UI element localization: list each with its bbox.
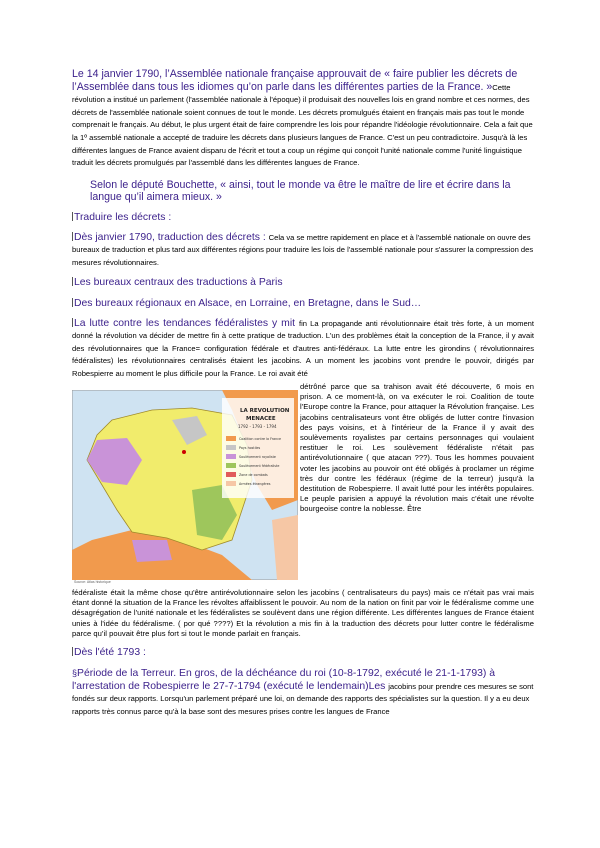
legend-label-1: Pays hostiles: [239, 446, 261, 451]
document-page: [72, 68, 534, 718]
section-mark-icon: §: [72, 668, 78, 679]
legend-swatch-federalist: [226, 463, 236, 468]
legend-label-0: Coalition contre la France: [239, 437, 282, 442]
section-traduire: Traduire les décrets :: [74, 211, 172, 223]
legend-swatch-hostile: [226, 445, 236, 450]
map-side-column: [300, 382, 534, 515]
section-bureaux-paris: Les bureaux centraux des traductions à Paris: [74, 277, 283, 289]
section-terreur: §Période de la Terreur. En gros, de la déchéance du roi (10-8-1792, exécuté le 21-1-1793) à l'arrestation de Robespierre le 27-7-1794 (exécuté le lendemain)Les jacobins pour prendre ces mesures se sont fondés sur deux rapports. Lorsqu'un parlement préparé une loi, on demande des rapports des spécialistes sur la question. Il y a eu deux rapports très connus parce qu'à la base sont des mesures prises contre les langues de France: [72, 668, 534, 716]
intro-heading: Le 14 janvier 1790, l’Assemblée nationale française approuvait de « faire publier les décrets de l’Assemblée dans tous les idiomes qu’on parle dans les différentes parties de la France. »Cette révolution a institué un parlement (l'assemblée nationale à l'époque) il produisait des nouvelles lois en grand nombre et ces normes, des décrets de l'assemblée nationale soient connues de tout le monde. Les décrets promulgués étaient en français mais pas tout le monde comprenait le français. Au début, le plus urgent était de faire comprendre les lois pour répandre l'idéologie révolutionnaire. Cela a fait que la 1º assemblé nationale a accepté de traduire les décrets dans plusieurs langues de France. C'est un peu contradictoire. Jusqu'à là les différentes langues de France avaient disparu de l'écrit et tout a coup un régime qui conçoit l'unité nationale comme l'unité linguistique traduit les décrets promulgués par l'assemblé dans les différentes langues de France.: [72, 68, 533, 168]
section-bureaux-regionaux: Des bureaux régionaux en Alsace, en Lorraine, en Bretagne, dans le Sud…: [74, 297, 422, 309]
map-caption: Source: Atlas historique: [74, 580, 111, 585]
map-figure-block: [72, 382, 534, 588]
legend-label-2: Soulèvement royaliste: [239, 455, 276, 460]
section-lutte: La lutte contre les tendances fédéralistes y mit fin La propagande anti révolutionnaire était très forte, à un moment donné la révolution va décider de mettre fin à cette pratique de traduction. L'un des problèmes était la conception de la France, il y avait des révolutionnaires que la France= configuration fédérale et d'autres anti-fédéraux. La lutte entre les girondins ( révolutionnaires fédéralistes) les révolutionnaires centralisés étaient les jacobins. A un moment les jacobins vont prendre le pouvoir, dirigés par Robespierre au moment le plus difficile pour la France. Le roi avait été: [72, 318, 535, 378]
legend-swatch-combat: [226, 472, 236, 477]
map-title-line3: 1792 - 1793 - 1794: [238, 424, 277, 430]
section-1790-text: Cela va se mettre rapidement en place et à l'assemblé nationale on ouvre des bureaux de traduction et plus tard aux différentes régions pour traduire les lois de l'assemblé nationale pour s'assurer la compression des mesures révolutionnaires.: [72, 232, 534, 267]
bullet-bar-icon: [72, 318, 73, 327]
legend-label-4: Zone de combats: [239, 473, 268, 478]
section-lutte-text-right: détrôné parce que sa trahison avait été découverte, 6 mois en prison. A ce moment-là, on va exécuter le roi. Coalition de toute l'Europe contre la France, pour attaquer la Révolution française. Les jacobins centralisateurs vont être obligés de lutter contre l'invasion des pays voisins, et à l'intérieur de la France il y avait des soulèvements royalistes par certains personnages qui voulaient restituer le roi. Les soulèvement fédéraliste n'était pas antirévolutionnaire ( que atacan ???). Tous les hommes pouvaient voter les jacobins au pouvoir ont été obligés à proclamer un régime très dur contre les fédéraux (régime de la terreur) jusqu'à la destitution de Robespierre. Il avait lutté pour les intérêts populaires. Le peuple parisien a appuyé la révolution mais c'était une révolte bourgeoise contre la noblesse. Être: [300, 382, 534, 514]
section-lutte-text-bottom: fédéraliste était la même chose qu'être antirévolutionnaire selon les jacobins ( centralisateurs du pays) mais ce n'était pas vrai mais étant donné la situation de la France les révoltes affaiblissent le pouvoir. Au nom de la nation on finit par voir le fédéralisme comme une désagrégation de l'unité nationale et les fédéralistes se soulèvent dans une région différente. Les différentes langues de France étaient unies à l'idée du fédéralisme. ( por qué ????) Et la révolution a mis fin à la traduction des décrets pour lutter contre le fédéralisme parce qu'il pouvait être plus fort si tout le monde parlait en français.: [72, 588, 534, 638]
section-terreur-text: jacobins pour prendre ces mesures se sont fondés sur deux rapports. Lorsqu'un parlement préparé une loi, on demande des rapports des spécialistes sur la question. Il y a eu deux rapports très connus parce qu'à la base sont des mesures prises contre les langues de France: [72, 681, 534, 716]
section-lutte-text-top: fin La propagande anti révolutionnaire était très forte, à un moment donné la révolution va décider de mettre fin à cette pratique de traduction. L'un des problèmes était la conception de la France, il y avait des révolutionnaires que la France= configuration fédérale et d'autres anti-fédéraux. La lutte entre les girondins ( révolutionnaires fédéralistes) les révolutionnaires centralisés étaient les jacobins. A un moment les jacobins vont prendre le pouvoir, dirigés par Robespierre au moment le plus difficile pour la France. Le roi avait été: [72, 319, 535, 378]
legend-swatch-armies: [226, 481, 236, 486]
paris-marker-icon: [182, 450, 186, 454]
section-terreur-tail: Les: [368, 680, 386, 692]
bullet-bar-icon: [72, 277, 73, 286]
bullet-bar-icon: [72, 298, 73, 307]
map-title-line1: LA REVOLUTION: [240, 408, 290, 415]
map-title-line2: MENACEE: [246, 416, 276, 423]
bullet-bar-icon: [72, 212, 73, 221]
bouchette-quote: Selon le député Bouchette, « ainsi, tout le monde va être le maître de lire et écrire dans la langue qu’il aimera mieux. »: [90, 178, 511, 204]
legend-label-5: Armées étrangères: [239, 482, 271, 487]
legend-label-3: Soulèvement fédéraliste: [239, 464, 280, 469]
legend-swatch-royalist: [226, 454, 236, 459]
bullet-bar-icon: [72, 232, 73, 241]
bullet-bar-icon: [72, 647, 73, 656]
section-1790: Dès janvier 1790, traduction des décrets : Cela va se mettre rapidement en place et à l'assemblé nationale on ouvre des bureaux de traduction et plus tard aux différentes régions pour traduire les lois de l'assemblé nationale pour s'assurer la compression des mesures révolutionnaires.: [72, 231, 534, 267]
revolution-map-image: [72, 390, 298, 580]
section-1793: Dès l'été 1793 :: [74, 647, 146, 659]
south-region: [132, 540, 172, 562]
legend-swatch-coalition: [226, 436, 236, 441]
intro-text: Cette révolution a institué un parlement (l'assemblée nationale à l'époque) il produisait des nouvelles lois en grand nombre et ces normes, des décrets de l'assemblée nationale soient connues de tout le monde. Les décrets promulgués étaient en français mais pas tout le monde comprenait le français. Au début, le plus urgent était de faire comprendre les lois pour répandre l'idéologie révolutionnaire. Cela a fait que la 1º assemblé nationale a accepté de traduire les décrets dans plusieurs langues de France. C'est un peu contradictoire. Jusqu'à là les différentes langues de France avaient disparu de l'écrit et tout a coup un régime qui conçoit l'unité nationale comme l'unité linguistique traduit les décrets promulgués par l'assemblé dans les différentes langues de France.: [72, 82, 533, 168]
